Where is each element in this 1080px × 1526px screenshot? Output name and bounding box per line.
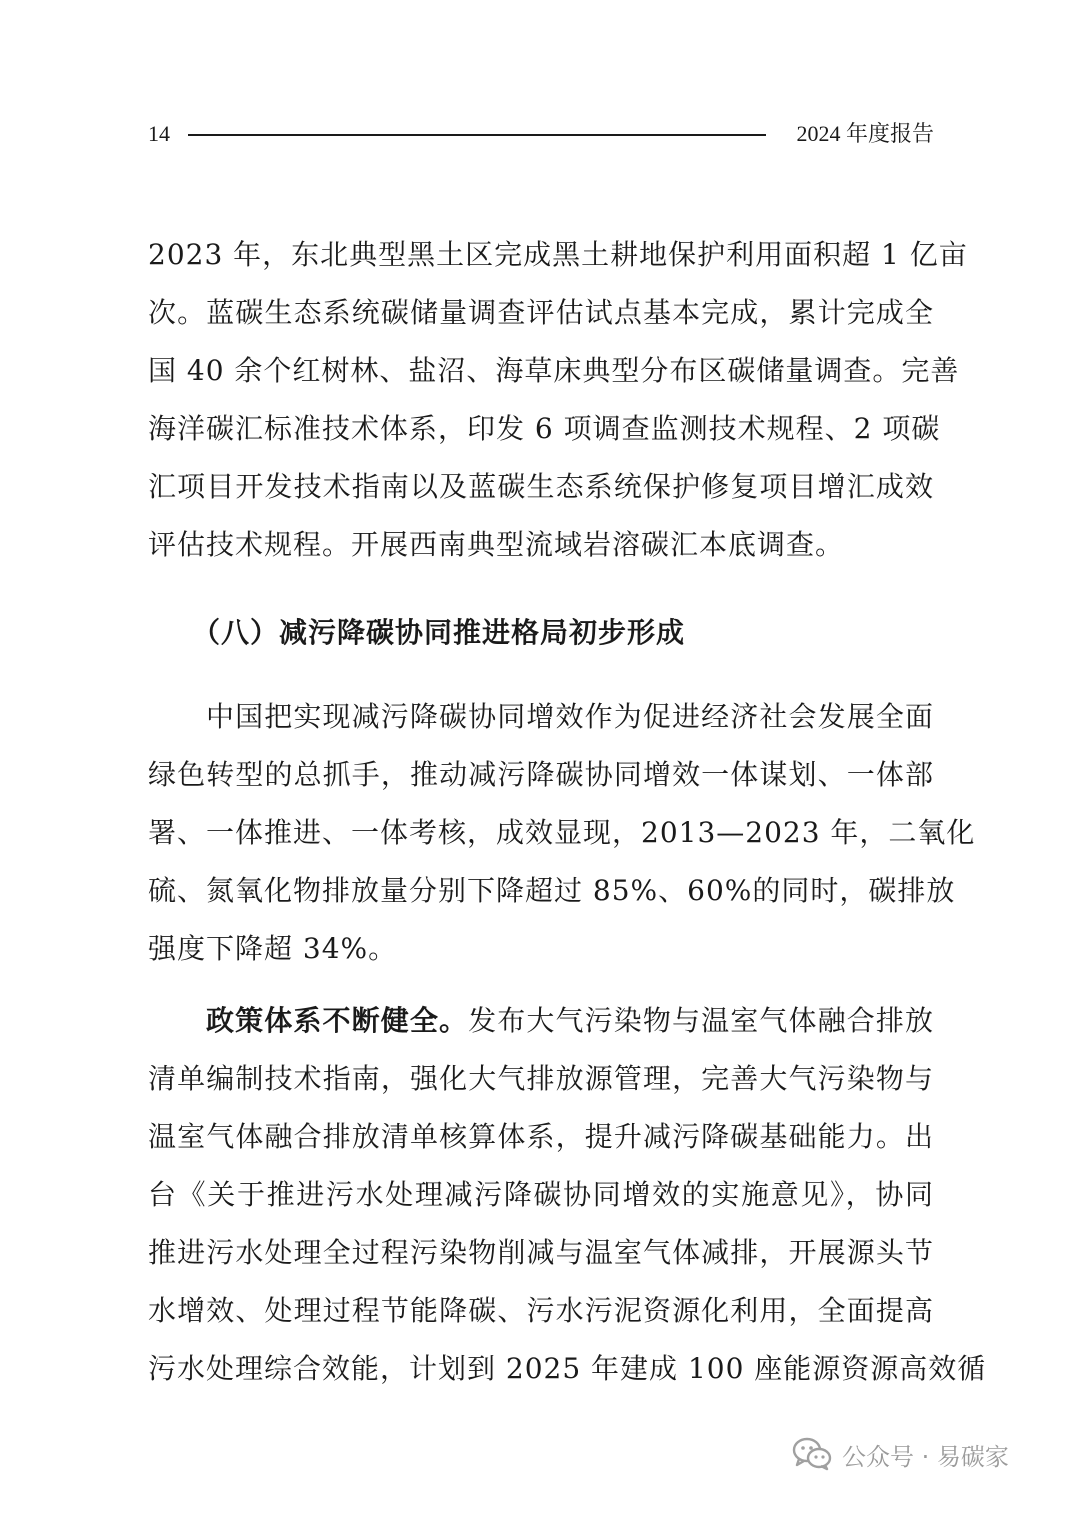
watermark-text: 公众号 · 易碳家 bbox=[842, 1442, 1009, 1471]
text-line: 绿色转型的总抓手，推动减污降碳协同增效一体谋划、一体部 bbox=[148, 758, 934, 791]
wechat-icon bbox=[792, 1437, 832, 1471]
text-line: 中国把实现减污降碳协同增效作为促进经济社会发展全面 bbox=[206, 700, 934, 733]
text-line: 评估技术规程。开展西南典型流域岩溶碳汇本底调查。 bbox=[148, 528, 845, 561]
section-heading: （八）减污降碳协同推进格局初步形成 bbox=[192, 616, 686, 649]
paragraph-lead-continuation: 发布大气污染物与温室气体融合排放 bbox=[468, 1004, 934, 1037]
text-line: 2023 年，东北典型黑土区完成黑土耕地保护利用面积超 1 亿亩 bbox=[148, 238, 968, 271]
text-line: 硫、氮氧化物排放量分别下降超过 85%、60%的同时，碳排放 bbox=[148, 874, 956, 907]
text-line: 次。蓝碳生态系统碳储量调查评估试点基本完成，累计完成全 bbox=[148, 296, 934, 329]
report-title: 2024 年度报告 bbox=[796, 121, 934, 146]
header-rule bbox=[188, 134, 766, 136]
text-line: 推进污水处理全过程污染物削减与温室气体减排，开展源头节 bbox=[148, 1236, 934, 1269]
text-line bbox=[148, 992, 934, 1050]
page-header bbox=[148, 116, 934, 152]
text-line: 强度下降超 34%。 bbox=[148, 932, 398, 965]
document-body bbox=[148, 226, 987, 1398]
text-line: 署、一体推进、一体考核，成效显现，2013—2023 年，二氧化 bbox=[148, 816, 976, 849]
paragraph-gap bbox=[148, 978, 934, 992]
text-line: 汇项目开发技术指南以及蓝碳生态系统保护修复项目增汇成效 bbox=[148, 470, 934, 503]
text-line: 温室气体融合排放清单核算体系，提升减污降碳基础能力。出 bbox=[148, 1120, 934, 1153]
text-line: 水增效、处理过程节能降碳、污水污泥资源化利用，全面提高 bbox=[148, 1294, 934, 1327]
wechat-account-watermark bbox=[792, 1434, 1009, 1474]
paragraph-lead: 政策体系不断健全。 bbox=[206, 1004, 469, 1037]
paragraph-synergy-overview bbox=[148, 688, 976, 978]
text-line: 国 40 余个红树林、盐沼、海草床典型分布区碳储量调查。完善 bbox=[148, 354, 960, 387]
text-line: 海洋碳汇标准技术体系，印发 6 项调查监测技术规程、2 项碳 bbox=[148, 412, 941, 445]
text-line: 台《关于推进污水处理减污降碳协同增效的实施意见》，协同 bbox=[148, 1178, 934, 1211]
page-number: 14 bbox=[148, 121, 170, 146]
text-line: 清单编制技术指南，强化大气排放源管理，完善大气污染物与 bbox=[148, 1062, 934, 1095]
text-line: 污水处理综合效能，计划到 2025 年建成 100 座能源资源高效循 bbox=[148, 1352, 987, 1385]
paragraph-black-soil-blue-carbon bbox=[148, 226, 968, 574]
paragraph-policy-system bbox=[148, 992, 987, 1398]
